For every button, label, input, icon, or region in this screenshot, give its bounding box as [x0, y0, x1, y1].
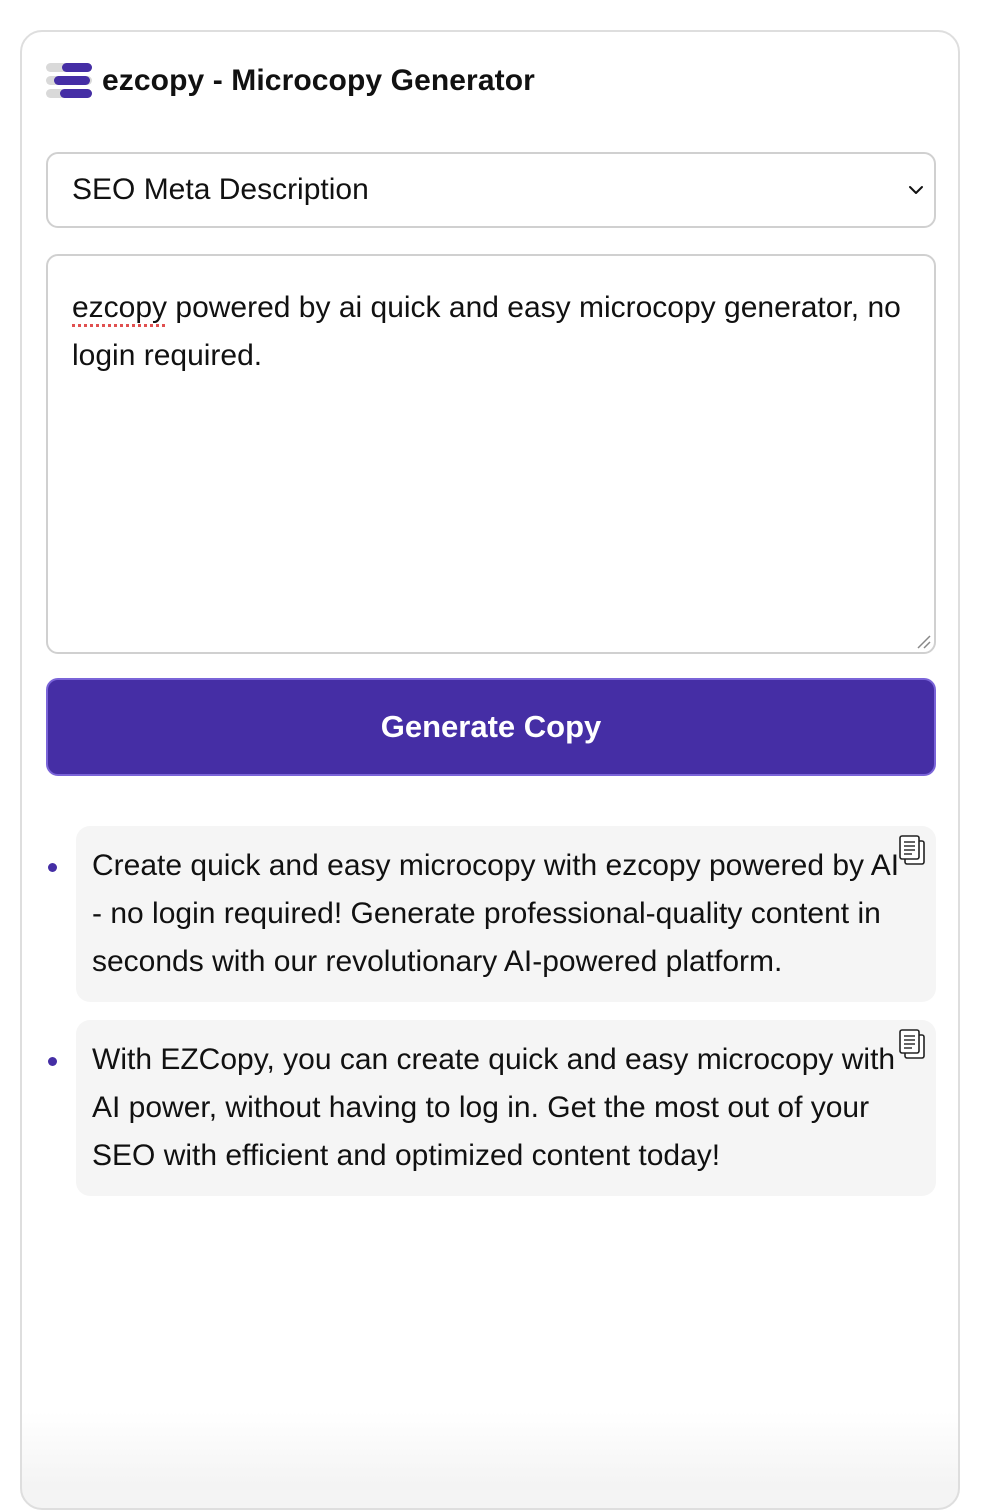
resize-handle-icon[interactable]: [916, 634, 932, 650]
result-text: Create quick and easy microcopy with ezcopy powered by AI - no login required! Generate professional-quality content in seconds with our revolutionary AI-powered platform.: [92, 849, 900, 978]
results-list: [46, 826, 936, 1214]
copy-type-select[interactable]: [46, 152, 936, 228]
bullet-icon: [48, 863, 57, 872]
prompt-text: powered by ai quick and easy microcopy generator, no login required.: [72, 291, 901, 372]
header: [46, 60, 535, 102]
copy-type-selected-value: SEO Meta Description: [72, 173, 369, 206]
result-item: [76, 826, 936, 1002]
prompt-textarea[interactable]: [46, 254, 936, 654]
copy-icon[interactable]: [898, 834, 926, 866]
chevron-down-icon: [906, 180, 926, 200]
page-title: ezcopy - Microcopy Generator: [102, 64, 535, 97]
result-text: With EZCopy, you can create quick and easy microcopy with AI power, without having to log in. Get the most out of your SEO with efficient and optimized content today!: [92, 1043, 896, 1172]
ezcopy-logo-icon: [46, 60, 94, 102]
generate-copy-button[interactable]: Generate Copy: [46, 678, 936, 776]
result-item: [76, 1020, 936, 1196]
copy-icon[interactable]: [898, 1028, 926, 1060]
app-card: [20, 30, 960, 1510]
misspelled-word: ezcopy: [72, 291, 168, 324]
bullet-icon: [48, 1057, 57, 1066]
